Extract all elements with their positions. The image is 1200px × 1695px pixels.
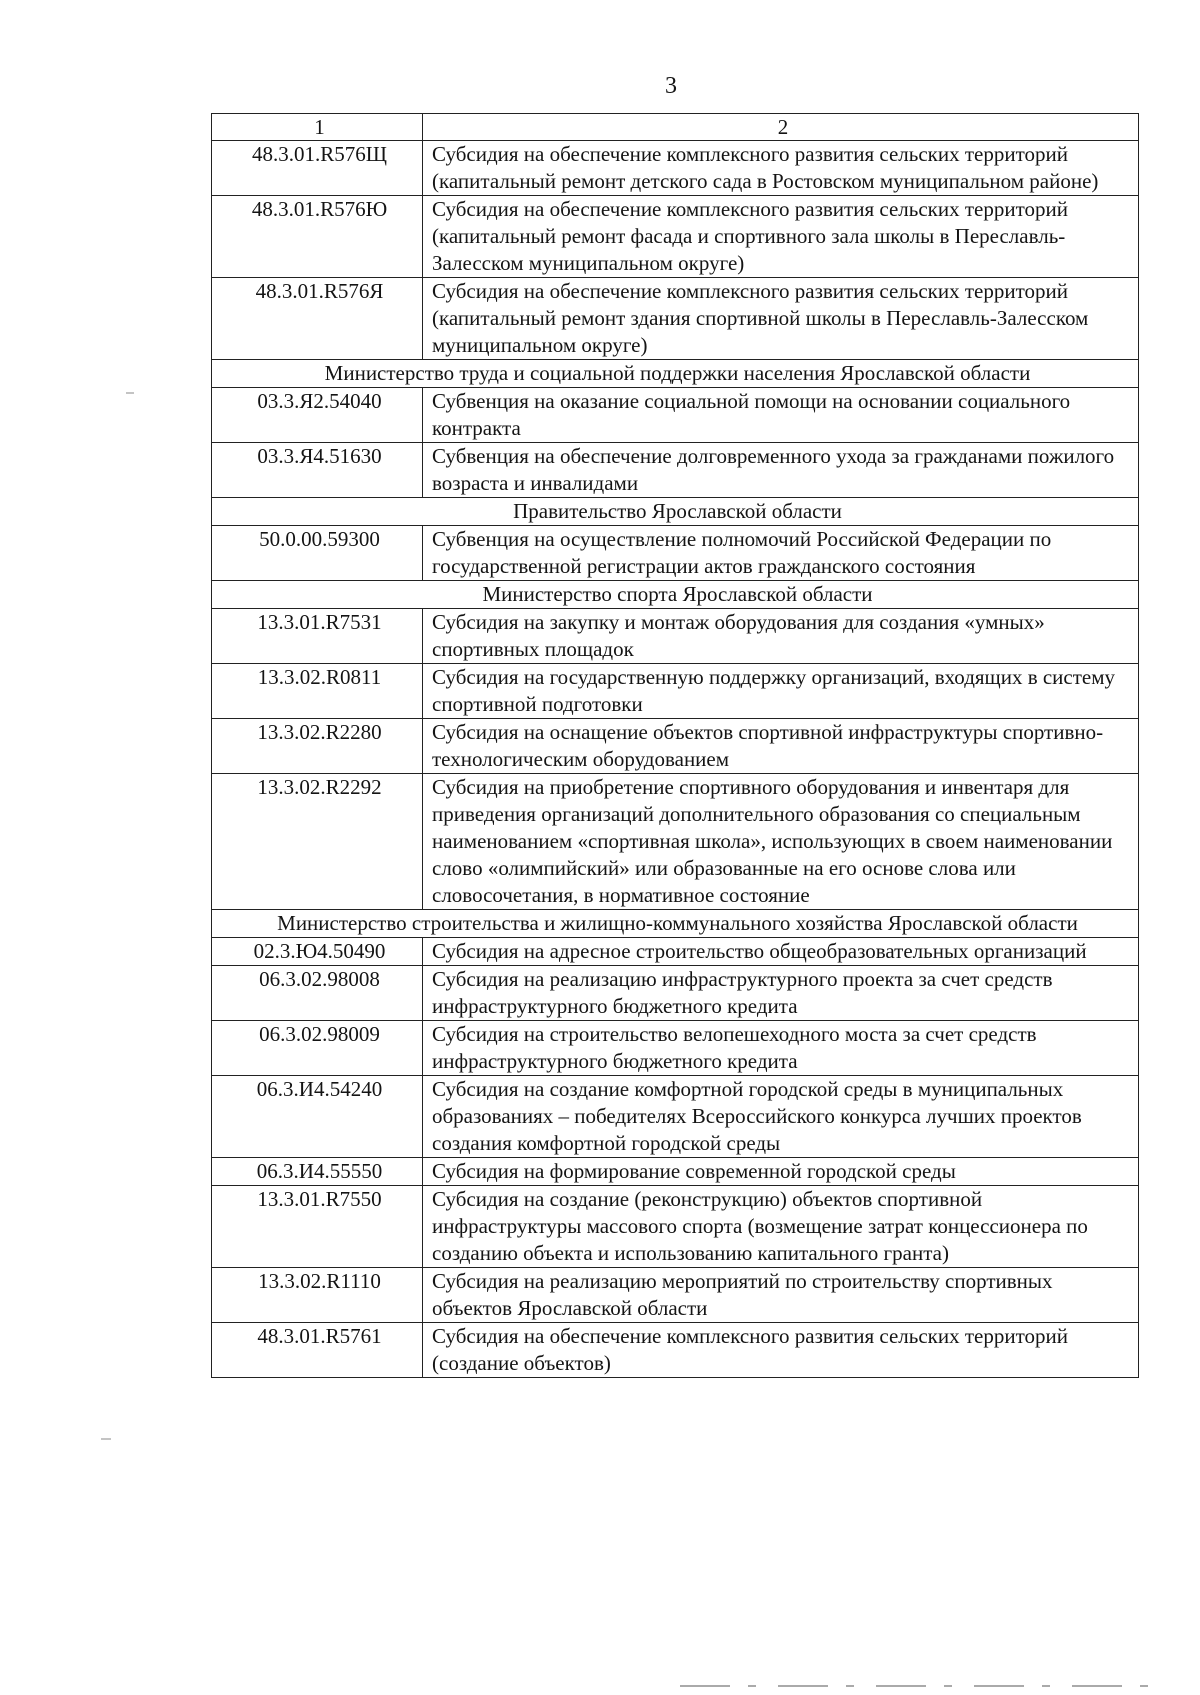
budget-code-cell: 06.3.И4.54240 — [212, 1076, 423, 1158]
description-cell: Субсидия на закупку и монтаж оборудования для создания «умных» спортивных площадок — [423, 609, 1139, 664]
column-header-2: 2 — [423, 114, 1139, 141]
description-cell: Субсидия на оснащение объектов спортивной инфраструктуры спортивно-технологическим оборудованием — [423, 719, 1139, 774]
description-cell: Субвенция на обеспечение долговременного ухода за гражданами пожилого возраста и инвалидами — [423, 443, 1139, 498]
table-row — [212, 938, 1139, 966]
column-header-1: 1 — [212, 114, 423, 141]
description-cell: Субсидия на реализацию инфраструктурного проекта за счет средств инфраструктурного бюджетного кредита — [423, 966, 1139, 1021]
table-row — [212, 966, 1139, 1021]
description-cell: Субсидия на строительство велопешеходного моста за счет средств инфраструктурного бюджетного кредита — [423, 1021, 1139, 1076]
budget-code-cell: 13.3.02.R1110 — [212, 1268, 423, 1323]
table-row — [212, 196, 1139, 278]
budget-code-cell: 03.3.Я4.51630 — [212, 443, 423, 498]
budget-code-cell: 48.3.01.R576Ю — [212, 196, 423, 278]
table-row — [212, 388, 1139, 443]
department-name: Министерство строительства и жилищно-коммунального хозяйства Ярославской области — [212, 910, 1139, 938]
table-row — [212, 1021, 1139, 1076]
table-row — [212, 719, 1139, 774]
description-cell: Субсидия на обеспечение комплексного развития сельских территорий (создание объектов) — [423, 1323, 1139, 1378]
description-cell: Субсидия на адресное строительство общеобразовательных организаций — [423, 938, 1139, 966]
table-row — [212, 278, 1139, 360]
table-row — [212, 1323, 1139, 1378]
budget-code-cell: 48.3.01.R5761 — [212, 1323, 423, 1378]
description-cell: Субсидия на обеспечение комплексного развития сельских территорий (капитальный ремонт здания спортивной школы в Переславль-Залесском муниципальном округе) — [423, 278, 1139, 360]
department-name: Министерство спорта Ярославской области — [212, 581, 1139, 609]
description-cell: Субсидия на создание комфортной городской среды в муниципальных образованиях – победителях Всероссийского конкурса лучших проектов создания комфортной городской среды — [423, 1076, 1139, 1158]
table-row — [212, 664, 1139, 719]
table-row — [212, 609, 1139, 664]
budget-code-cell: 06.3.02.98009 — [212, 1021, 423, 1076]
description-cell: Субсидия на создание (реконструкцию) объектов спортивной инфраструктуры массового спорта (возмещение затрат концессионера по созданию объекта и использованию капитального гранта) — [423, 1186, 1139, 1268]
table-row — [212, 1076, 1139, 1158]
table-row — [212, 1186, 1139, 1268]
budget-code-cell: 13.3.01.R7550 — [212, 1186, 423, 1268]
description-cell: Субсидия на обеспечение комплексного развития сельских территорий (капитальный ремонт фасада и спортивного зала школы в Переславль-Залесском муниципальном округе) — [423, 196, 1139, 278]
budget-code-cell: 06.3.02.98008 — [212, 966, 423, 1021]
table-row — [212, 1268, 1139, 1323]
department-row — [212, 910, 1139, 938]
department-row — [212, 581, 1139, 609]
budget-code-cell: 48.3.01.R576Я — [212, 278, 423, 360]
department-name: Министерство труда и социальной поддержки населения Ярославской области — [212, 360, 1139, 388]
budget-codes-table — [211, 113, 1139, 1378]
table-body — [212, 114, 1139, 1378]
description-cell: Субсидия на реализацию мероприятий по строительству спортивных объектов Ярославской области — [423, 1268, 1139, 1323]
page-number: 3 — [665, 73, 677, 99]
department-name: Правительство Ярославской области — [212, 498, 1139, 526]
table-row — [212, 774, 1139, 910]
table-row — [212, 141, 1139, 196]
budget-code-cell: 50.0.00.59300 — [212, 526, 423, 581]
table-row — [212, 1158, 1139, 1186]
description-cell: Субвенция на осуществление полномочий Российской Федерации по государственной регистрации актов гражданского состояния — [423, 526, 1139, 581]
description-cell: Субсидия на обеспечение комплексного развития сельских территорий (капитальный ремонт детского сада в Ростовском муниципальном районе) — [423, 141, 1139, 196]
budget-code-cell: 13.3.02.R0811 — [212, 664, 423, 719]
budget-code-cell: 03.3.Я2.54040 — [212, 388, 423, 443]
department-row — [212, 360, 1139, 388]
budget-code-cell: 13.3.02.R2280 — [212, 719, 423, 774]
table-header-row — [212, 114, 1139, 141]
budget-code-cell: 02.3.Ю4.50490 — [212, 938, 423, 966]
budget-code-cell: 48.3.01.R576Щ — [212, 141, 423, 196]
budget-code-cell: 13.3.02.R2292 — [212, 774, 423, 910]
department-row — [212, 498, 1139, 526]
budget-code-cell: 06.3.И4.55550 — [212, 1158, 423, 1186]
table-row — [212, 443, 1139, 498]
description-cell: Субсидия на приобретение спортивного оборудования и инвентаря для приведения организаций дополнительного образования со специальным наименованием «спортивная школа», использующих в своем наименовании слово «олимпийский» или образованные на его основе слова или словосочетания, в нормативное состояние — [423, 774, 1139, 910]
description-cell: Субсидия на формирование современной городской среды — [423, 1158, 1139, 1186]
description-cell: Субвенция на оказание социальной помощи на основании социального контракта — [423, 388, 1139, 443]
budget-code-cell: 13.3.01.R7531 — [212, 609, 423, 664]
description-cell: Субсидия на государственную поддержку организаций, входящих в систему спортивной подготовки — [423, 664, 1139, 719]
table-row — [212, 526, 1139, 581]
